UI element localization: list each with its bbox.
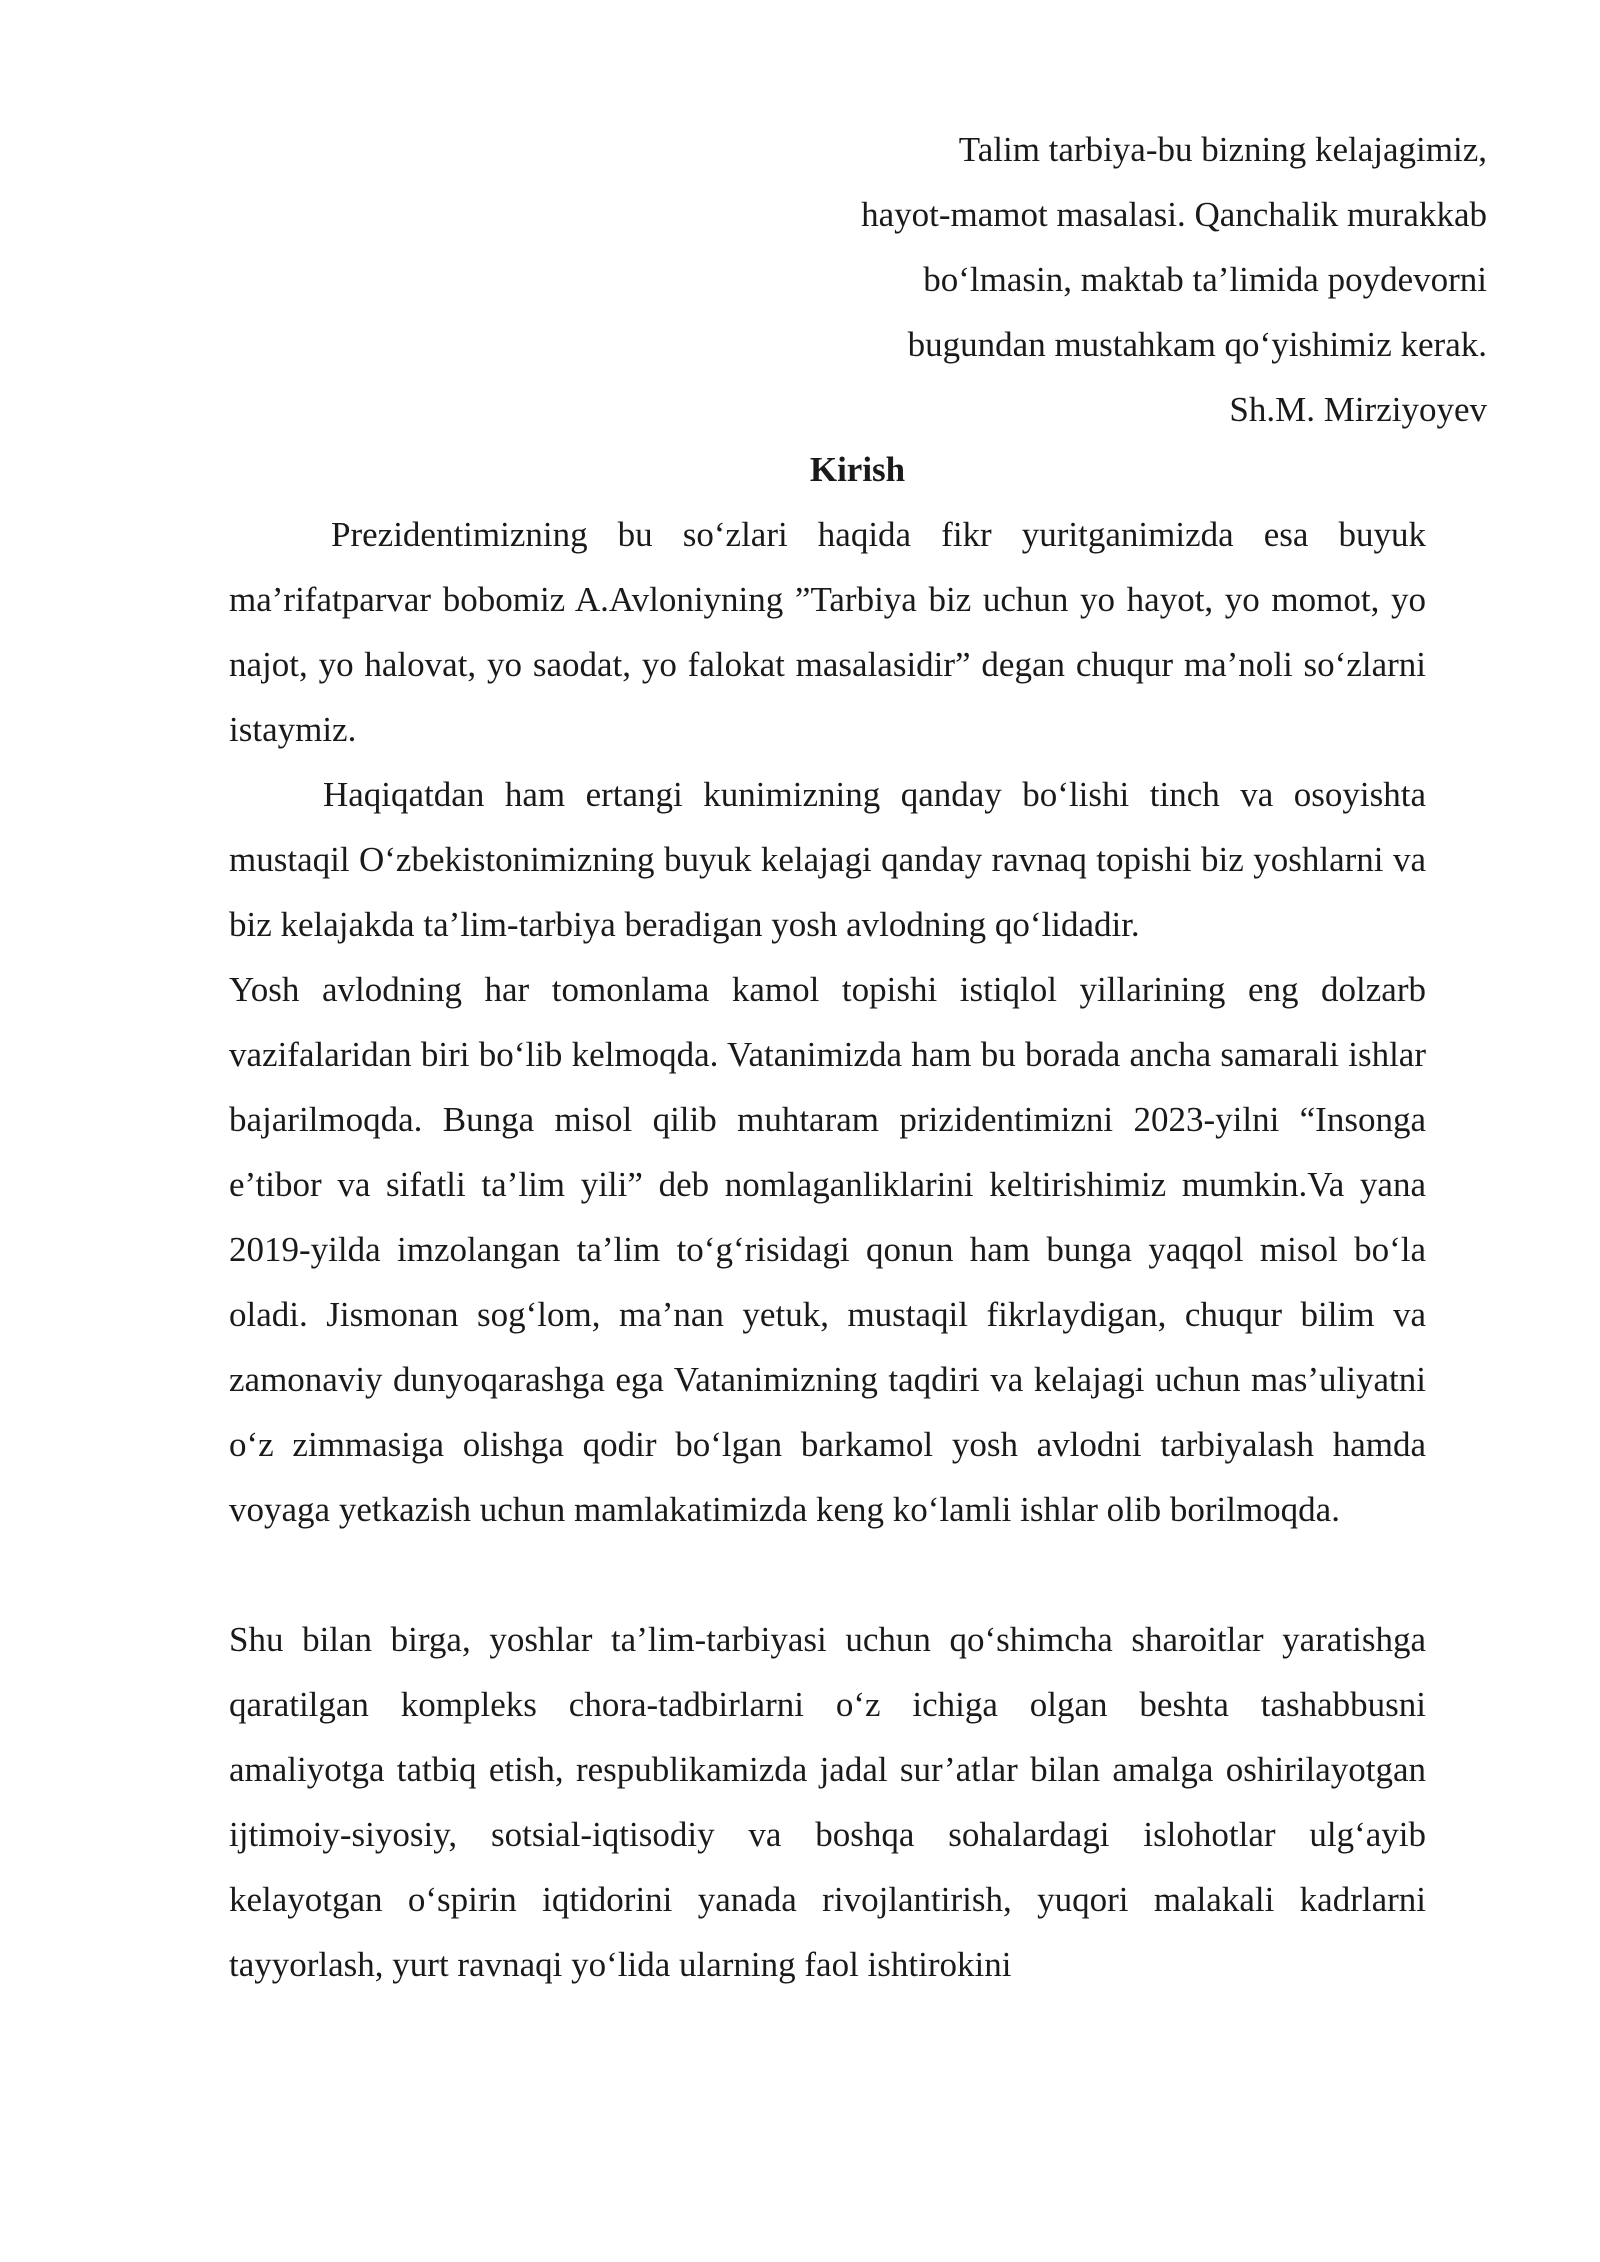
epigraph-line: bo‘lmasin, maktab ta’limida poydevorni: [923, 260, 1487, 299]
section-heading: Kirish: [809, 450, 906, 489]
epigraph: [700, 117, 1487, 442]
body-paragraph: Prezidentimizning bu so‘zlari haqida fikr yuritganimizda esa buyuk ma’rifatparvar bobomiz A.Avloniyning ”Tarbiya biz uchun yo hayot, yo momot, yo najot, yo halovat, yo saodat, yo falokat masalasidir” degan chuqur ma’noli so‘zlarni istaymiz.: [229, 515, 1426, 749]
epigraph-line: hayot-mamot masalasi. Qanchalik murakkab: [861, 195, 1487, 234]
body-paragraph: Shu bilan birga, yoshlar ta’lim-tarbiyasi uchun qo‘shimcha sharoitlar yaratishga qaratilgan kompleks chora-tadbirlarni o‘z ichiga olgan beshta tashabbusni amaliyotga tatbiq etish, respublikamizda jadal sur’atlar bilan amalga oshirilayotgan ijtimoiy-siyosiy, sotsial-iqtisodiy va boshqa sohalardagi islohotlar ulg‘ayib kelayotgan o‘spirin iqtidorini yanada rivojlantirish, yuqori malakali kadrlarni tayyorlash, yurt ravnaqi yo‘lida ularning faol ishtirokini: [229, 1620, 1426, 1984]
body-paragraph: Haqiqatdan ham ertangi kunimizning qanday bo‘lishi tinch va osoyishta mustaqil O‘zbekistonimizning buyuk kelajagi qanday ravnaq topishi biz yoshlarni va biz kelajakda ta’lim-tarbiya beradigan yosh avlodning qo‘lidadir.: [229, 775, 1426, 944]
epigraph-line: Talim tarbiya-bu bizning kelajagimiz,: [958, 130, 1487, 169]
epigraph-author: Sh.M. Mirziyoyev: [1229, 390, 1487, 429]
epigraph-line: bugundan mustahkam qo‘yishimiz kerak.: [907, 325, 1487, 364]
document-body: [229, 502, 1426, 1997]
body-paragraph: Yosh avlodning har tomonlama kamol topishi istiqlol yillarining eng dolzarb vazifalaridan biri bo‘lib kelmoqda. Vatanimizda ham bu borada ancha samarali ishlar bajarilmoqda. Bunga misol qilib muhtaram prizidentimizni 2023-yilni “Insonga e’tibor va sifatli ta’lim yili” deb nomlaganliklarini keltirishimiz mumkin.Va yana 2019-yilda imzolangan ta’lim to‘g‘risidagi qonun ham bunga yaqqol misol bo‘la oladi. Jismonan sog‘lom, ma’nan yetuk, mustaqil fikrlaydigan, chuqur bilim va zamonaviy dunyoqarashga ega Vatanimizning taqdiri va kelajagi uchun mas’uliyatni o‘z zimmasiga olishga qodir bo‘lgan barkamol yosh avlodni tarbiyalash hamda voyaga yetkazish uchun mamlakatimizda keng ko‘lamli ishlar olib borilmoqda.: [229, 970, 1426, 1529]
